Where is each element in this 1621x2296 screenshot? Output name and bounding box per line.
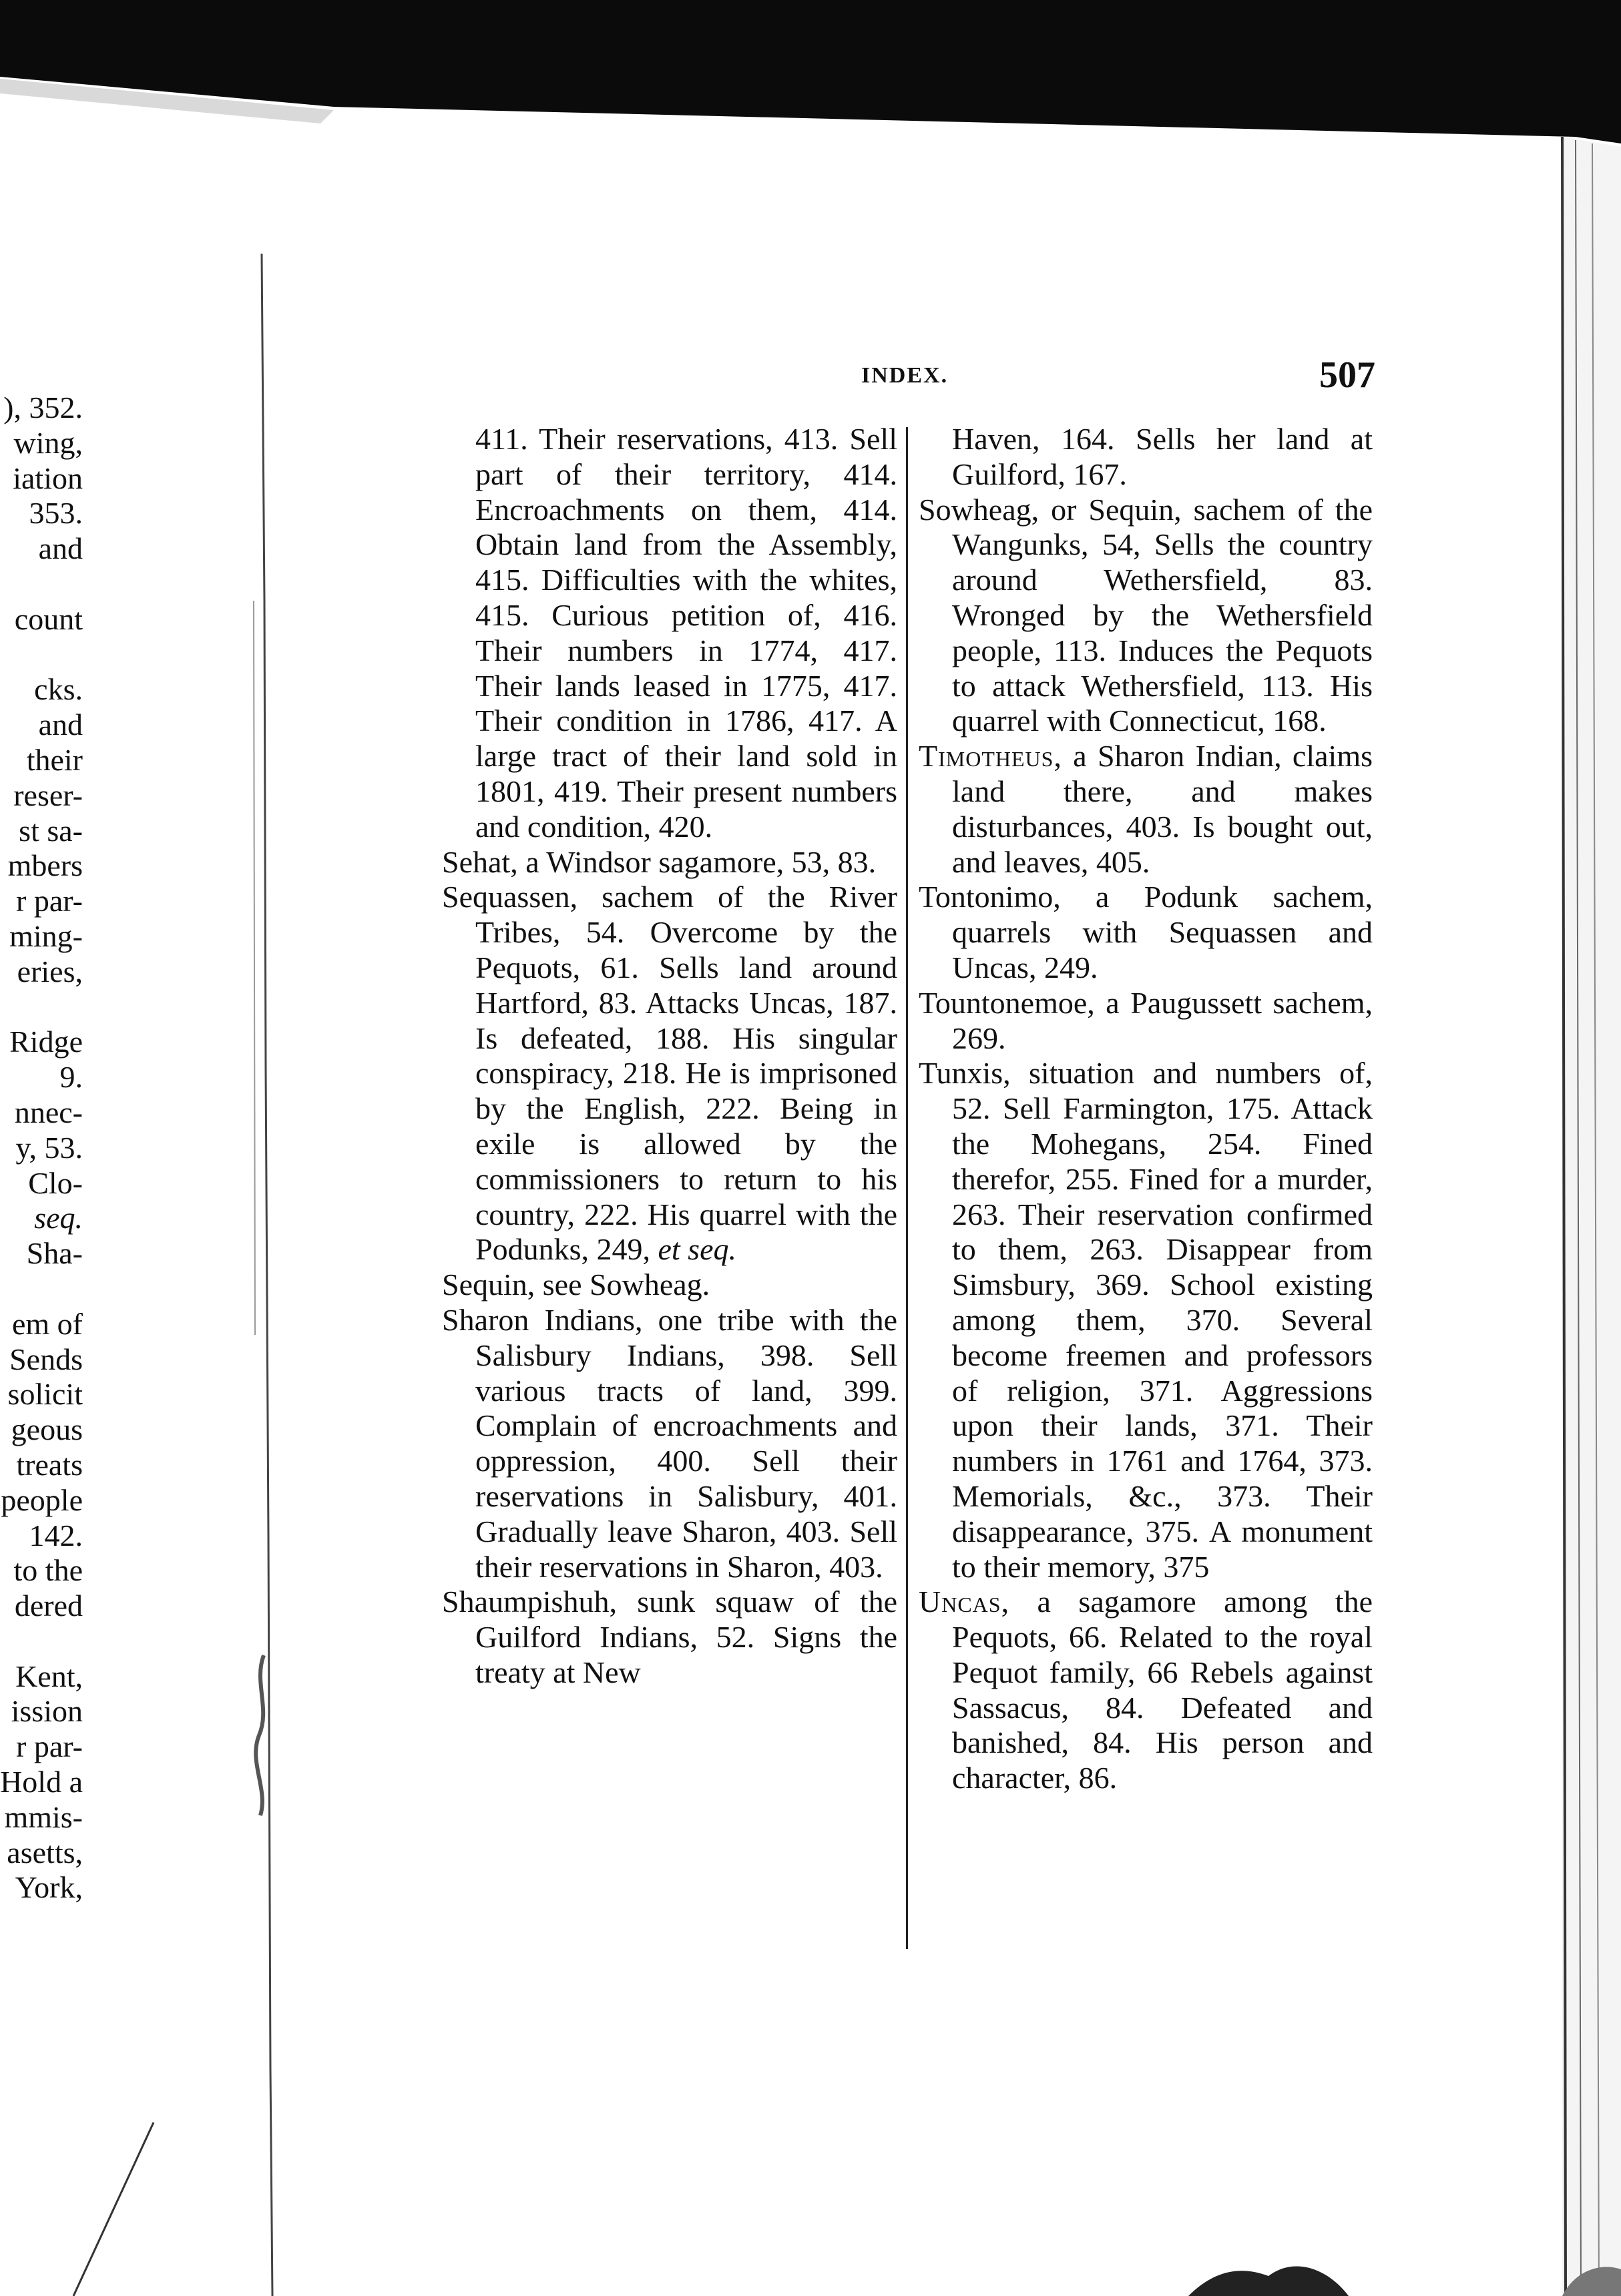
facing-page-fragment: st sa- bbox=[19, 813, 83, 848]
facing-page-fragment: asetts, bbox=[7, 1835, 83, 1870]
facing-page-fragment: dered bbox=[14, 1589, 83, 1623]
facing-page-fragment: mbers bbox=[7, 848, 83, 883]
index-entry bbox=[919, 986, 1373, 1057]
facing-page-fragment: geous bbox=[11, 1412, 83, 1447]
entry-text: see Sowheag. bbox=[535, 1267, 710, 1302]
entry-text: a Podunk sachem, quarrels with Sequassen and Uncas, 249. bbox=[952, 880, 1373, 984]
index-column-right bbox=[919, 422, 1373, 1796]
entry-headword: Sequassen, bbox=[442, 880, 578, 914]
entry-text: one tribe with the Salisbury Indians, 398. Sell various tracts of land, 399. Complain of encroachments and oppression, 400. Sell their reservations in Salisbury, 401. Gradually leave Sharon, 403. Sell their reservations in Sharon, 403. bbox=[475, 1302, 897, 1584]
facing-page-fragment: and bbox=[38, 707, 83, 742]
index-entry bbox=[919, 739, 1373, 880]
facing-page-fragments bbox=[0, 390, 83, 1906]
entry-headword: Tontonimo, bbox=[919, 880, 1061, 914]
facing-page-fragment: 142. bbox=[29, 1518, 83, 1552]
facing-page-fragment: and bbox=[38, 531, 83, 566]
entry-text: a Paugussett sachem, 269. bbox=[952, 985, 1373, 1055]
column-rule bbox=[906, 427, 908, 1949]
facing-page-fragment: y, 53. bbox=[15, 1130, 83, 1165]
facing-page-fragment: Ridge bbox=[9, 1025, 83, 1059]
facing-page-fragment: their bbox=[26, 742, 83, 777]
entry-headword: Sharon Indians, bbox=[442, 1302, 643, 1337]
facing-page-fragment bbox=[0, 637, 83, 673]
facing-page-fragment: wing, bbox=[13, 425, 83, 460]
facing-page-fragment: nnec- bbox=[14, 1095, 83, 1129]
entry-text: Haven, 164. Sells her land at Guilford, 167. bbox=[952, 422, 1373, 491]
entry-headword: Sequin, bbox=[442, 1267, 535, 1302]
facing-page-fragment: cks. bbox=[34, 672, 83, 707]
facing-page-fragment bbox=[0, 990, 83, 1025]
entry-headword: Sehat, bbox=[442, 844, 518, 879]
facing-page-fragment: people bbox=[1, 1482, 83, 1517]
entry-text: or Sequin, sachem of the Wangunks, 54, Sells the country around Wethersfield, 83. Wronged by the Wethersfield people, 113. Induces the Pequots to attack Wethersfield, 113. His quarrel with Connecticut, 168. bbox=[952, 492, 1373, 738]
page-number: 507 bbox=[1319, 354, 1375, 396]
facing-page-fragment: Hold a bbox=[0, 1765, 83, 1799]
facing-page-fragment: 9. bbox=[59, 1060, 83, 1095]
entry-text: a Windsor sagamore, 53, 83. bbox=[517, 844, 877, 879]
entry-headword: Uncas, bbox=[919, 1585, 1010, 1619]
entry-text: sachem of the River Tribes, 54. Overcome by the Pequots, 61. Sells land around Hartford, 83. Attacks Uncas, 187. Is defeated, 188. His singular conspiracy, 218. He is imprisoned by the English, 222. Being in exile is allowed by the commissioners to return to his country, 222. His quarrel with the Podunks, 249, bbox=[475, 880, 897, 1267]
entry-headword: Sowheag, bbox=[919, 492, 1039, 527]
entry-text: sunk squaw of the Guilford Indians, 52. Signs the treaty at New bbox=[475, 1585, 897, 1689]
facing-page-fragment: r par- bbox=[16, 884, 83, 918]
facing-page-fragment: solicit bbox=[7, 1377, 83, 1412]
facing-page-fragment: Sha- bbox=[26, 1236, 83, 1271]
facing-page-fragment: reser- bbox=[13, 778, 83, 812]
facing-page-fragment: count bbox=[14, 601, 83, 636]
entry-headword: Tountonemoe, bbox=[919, 985, 1095, 1020]
entry-text: a sagamore among the Pequots, 66. Related to the royal Pequot family, 66 Rebels against Sassacus, 84. Defeated and banished, 84. His person and character, 86. bbox=[952, 1585, 1373, 1795]
index-entry-continued bbox=[442, 422, 897, 845]
facing-page-fragment: ming- bbox=[9, 918, 83, 953]
facing-page-fragment: to the bbox=[13, 1553, 83, 1588]
index-column-left bbox=[442, 422, 897, 1691]
facing-page-fragment: em of bbox=[11, 1306, 83, 1341]
index-entry bbox=[442, 845, 897, 880]
facing-page-fragment: ), 352. bbox=[3, 390, 83, 424]
facing-page-fragment bbox=[0, 1271, 83, 1307]
entry-text: 411. Their reservations, 413. Sell part of their territory, 414. Encroachments on them, 414. Obtain land from the Assembly, 415. Difficulties with the whites, 415. Curious petition of, 416. Their numbers in 1774, 417. Their lands leased in 1775, 417. Their condition in 1786, 417. A large tract of their land sold in 1801, 419. Their present numbers and condition, 420. bbox=[475, 422, 897, 844]
facing-page-fragment: eries, bbox=[17, 954, 83, 988]
entry-italic: et seq. bbox=[650, 1232, 736, 1267]
facing-page-fragment: seq. bbox=[34, 1201, 83, 1235]
facing-page-fragment: 353. bbox=[29, 496, 83, 531]
entry-text: situation and numbers of, 52. Sell Farmington, 175. Attack the Mohegans, 254. Fined therefor, 255. Fined for a murder, 263. Their reservation confirmed to them, 263. Disappear from Simsbury, 369. School existing among them, 370. Several become freemen and professors of religion, 371. Aggressions upon their lands, 371. Their numbers in 1761 and 1764, 373. Memorials, &c., 373. Their disappearance, 375. A monument to their memory, 375 bbox=[952, 1056, 1373, 1584]
index-entry bbox=[919, 1056, 1373, 1585]
index-entry bbox=[919, 1585, 1373, 1796]
entry-text: a Sharon Indian, claims land there, and makes disturbances, 403. Is bought out, and leaves, 405. bbox=[952, 739, 1373, 879]
index-entry bbox=[919, 493, 1373, 740]
facing-page-fragment: treats bbox=[16, 1447, 83, 1482]
facing-page-fragment: Clo- bbox=[28, 1165, 83, 1200]
page-header bbox=[861, 354, 1375, 394]
facing-page-fragment: Kent, bbox=[15, 1659, 83, 1693]
facing-page-fragment: mmis- bbox=[4, 1799, 83, 1834]
index-entry bbox=[442, 1303, 897, 1585]
facing-page-fragment: r par- bbox=[16, 1729, 83, 1764]
facing-page-fragment: iation bbox=[13, 461, 83, 495]
running-title: INDEX. bbox=[861, 363, 949, 388]
entry-headword: Shaumpishuh, bbox=[442, 1585, 617, 1619]
facing-page-fragment: York, bbox=[15, 1870, 83, 1905]
index-entry bbox=[442, 880, 897, 1267]
facing-page-fragment: ission bbox=[11, 1694, 83, 1729]
facing-page-fragment bbox=[0, 567, 83, 602]
facing-page-fragment bbox=[0, 1624, 83, 1659]
entry-headword: Timotheus, bbox=[919, 739, 1062, 774]
index-entry bbox=[442, 1267, 897, 1303]
entry-headword: Tunxis, bbox=[919, 1056, 1011, 1091]
facing-page-fragment: Sends bbox=[9, 1342, 83, 1376]
page-edge-stack bbox=[1562, 137, 1621, 2296]
index-entry bbox=[919, 880, 1373, 985]
index-entry bbox=[442, 1585, 897, 1690]
index-entry-continued bbox=[919, 422, 1373, 493]
